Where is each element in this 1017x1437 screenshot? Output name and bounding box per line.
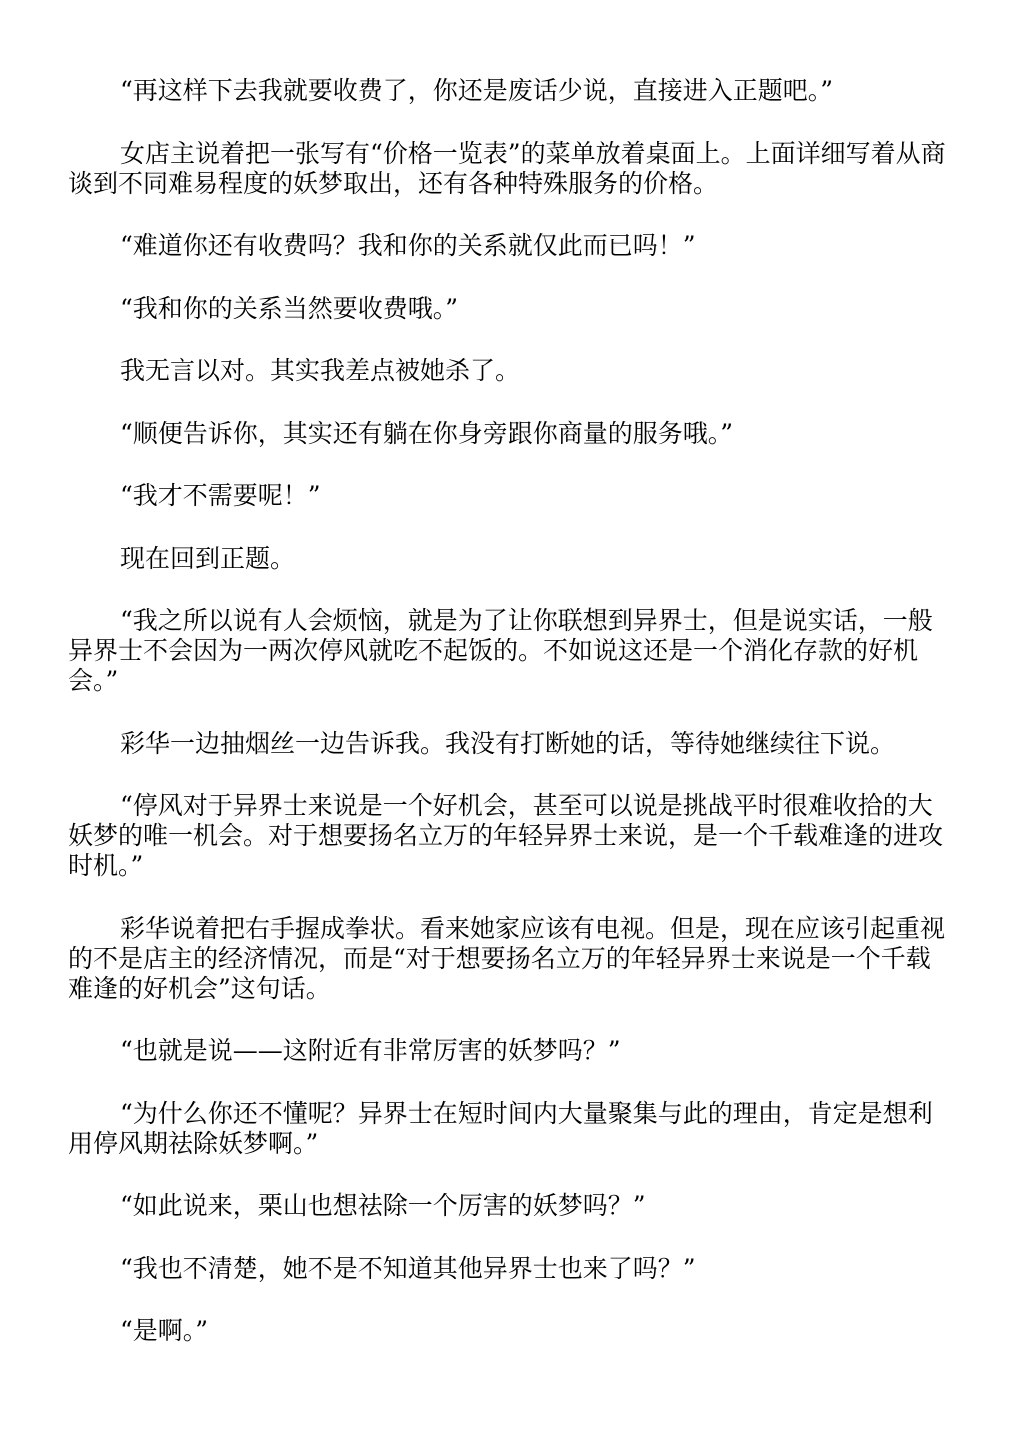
paragraph: 女店主说着把一张写有“价格一览表”的菜单放着桌面上。上面详细写着从商谈到不同难易程度的妖梦取出，还有各种特殊服务的价格。 bbox=[68, 138, 946, 198]
paragraph: “也就是说——这附近有非常厉害的妖梦吗？” bbox=[120, 1036, 621, 1065]
paragraph: “顺便告诉你，其实还有躺在你身旁跟你商量的服务哦。” bbox=[120, 418, 734, 448]
paragraph: “为什么你还不懂呢？异界士在短时间内大量聚集与此的理由，肯定是想利用停风期祛除妖梦啊。” bbox=[68, 1098, 933, 1158]
paragraph: 彩华说着把右手握成拳状。看来她家应该有电视。但是，现在应该引起重视的不是店主的经济情况，而是“对于想要扬名立万的年轻异界士来说是一个千载难逢的好机会”这句话。 bbox=[68, 913, 946, 1003]
paragraph: 我无言以对。其实我差点被她杀了。 bbox=[120, 356, 521, 385]
paragraph: “我和你的关系当然要收费哦。” bbox=[120, 293, 459, 323]
paragraph: 彩华一边抽烟丝一边告诉我。我没有打断她的话，等待她继续往下说。 bbox=[120, 728, 896, 758]
paragraph: “我也不清楚，她不是不知道其他异界士也来了吗？” bbox=[120, 1253, 696, 1283]
paragraph: “我之所以说有人会烦恼，就是为了让你联想到异界士，但是说实话，一般异界士不会因为一两次停风就吃不起饭的。不如说这还是一个消化存款的好机会。” bbox=[68, 606, 933, 695]
paragraph: “如此说来，栗山也想祛除一个厉害的妖梦吗？” bbox=[120, 1191, 646, 1220]
paragraph: “是啊。” bbox=[120, 1316, 209, 1345]
text-body bbox=[68, 76, 948, 1379]
paragraph: “再这样下去我就要收费了，你还是废话少说，直接进入正题吧。” bbox=[120, 76, 834, 105]
paragraph: 现在回到正题。 bbox=[120, 543, 296, 573]
paragraph: “我才不需要呢！” bbox=[120, 481, 321, 510]
paragraph: “停风对于异界士来说是一个好机会，甚至可以说是挑战平时很难收拾的大妖梦的唯一机会。对于想要扬名立万的年轻异界士来说，是一个千载难逢的进攻时机。” bbox=[68, 791, 944, 880]
paragraph: “难道你还有收费吗？我和你的关系就仅此而已吗！” bbox=[120, 231, 696, 260]
